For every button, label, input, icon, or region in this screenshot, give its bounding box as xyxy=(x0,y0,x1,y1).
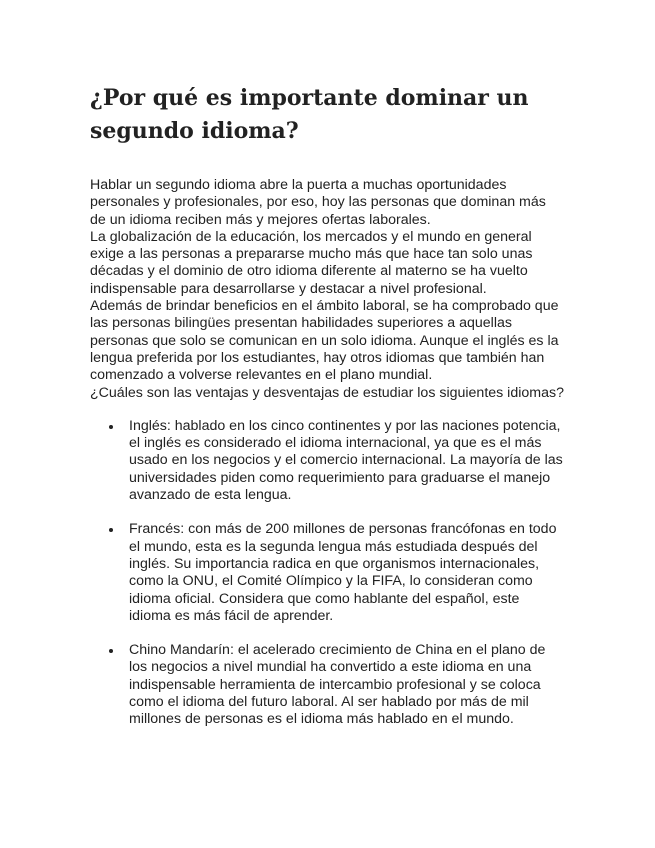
bullet-dot-icon xyxy=(109,649,113,653)
paragraph-4-question: ¿Cuáles son las ventajas y desventajas de estudiar los siguientes idiomas? xyxy=(90,384,564,401)
paragraph-1: Hablar un segundo idioma abre la puerta a muchas oportunidades personales y profesionales, por eso, hoy las personas que dominan más de un idioma reciben más y mejores ofertas laborales. xyxy=(90,177,546,228)
page-title: ¿Por qué es importante dominar un segundo idioma? xyxy=(90,85,529,144)
list-item-text: Inglés: hablado en los cinco continentes y por las naciones potencia, el inglés es considerado el idioma internacional, ya que es el más usado en los negocios y el comercio internacional. La mayoría de las universidades piden como requerimiento para graduarse el manejo avanzado de esta lengua. xyxy=(129,417,563,504)
bullet-dot-icon xyxy=(109,425,113,429)
list-item-text: Chino Mandarín: el acelerado crecimiento de China en el plano de los negocios a nivel mundial ha convertido a este idioma en una indispensable herramienta de intercambio profesional y se coloca como el idioma del futuro laboral. Al ser hablado por más de mil millones de personas es el idioma más hablado en el mundo. xyxy=(129,642,546,728)
language-bullet-list xyxy=(90,418,565,729)
list-item-frances xyxy=(90,521,565,625)
list-item-chino-mandarin xyxy=(90,642,565,728)
paragraph-3: Además de brindar beneficios en el ámbito laboral, se ha comprobado que las personas bilingües presentan habilidades superiores a aquellas personas que solo se comunican en un solo idioma. Aunque el inglés es la lengua preferida por los estudiantes, hay otros idiomas que también han comenzado a volverse relevantes en el plano mundial. xyxy=(90,298,559,384)
paragraph-2: La globalización de la educación, los mercados y el mundo en general exige a las personas a prepararse mucho más que hace tan solo unas décadas y el dominio de otro idioma diferente al materno se ha vuelto indispensable para desarrollarse y destacar a nivel profesional. xyxy=(90,228,533,297)
article-body xyxy=(90,177,565,746)
list-item-ingles xyxy=(90,418,565,504)
bullet-dot-icon xyxy=(109,528,113,532)
list-item-text: Francés: con más de 200 millones de personas francófonas en todo el mundo, esta es la segunda lengua más estudiada después del inglés. Su importancia radica en que organismos internacionales, como la ONU, el Comité Olímpico y la FIFA, lo consideran como idioma oficial. Considera que como hablante del español, este idioma es más fácil de aprender. xyxy=(129,521,557,624)
